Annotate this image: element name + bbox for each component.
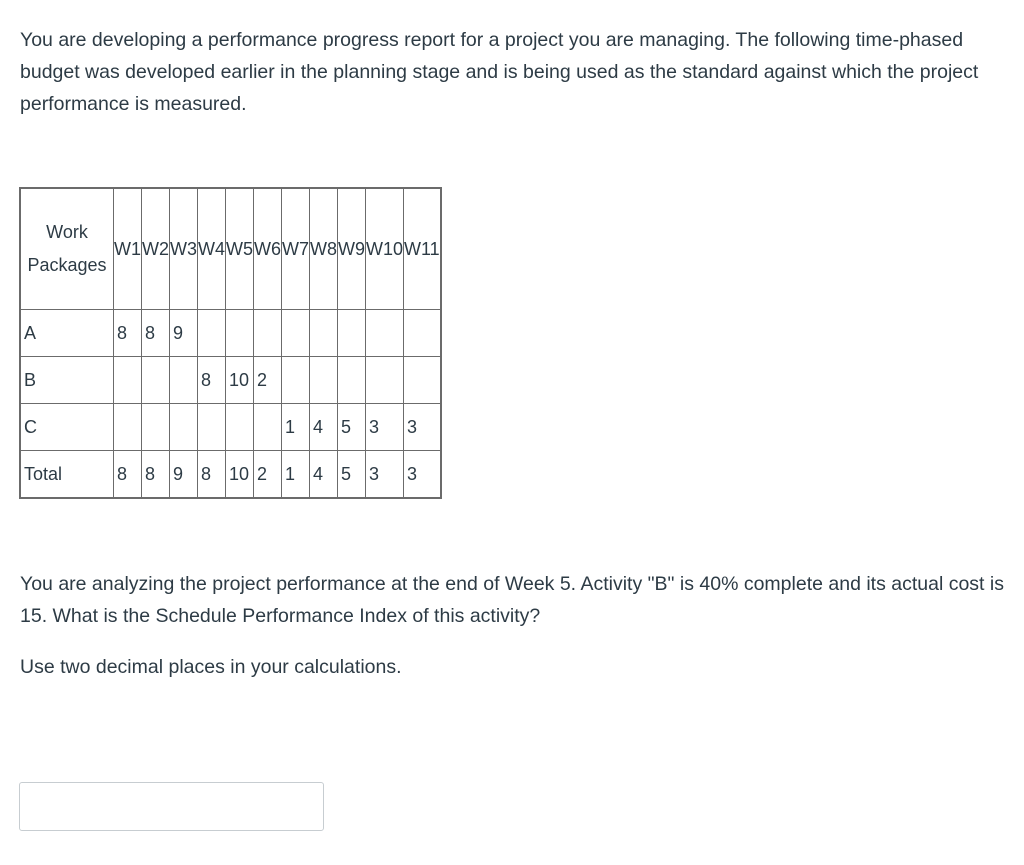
table-row-total — [20, 451, 441, 499]
table-cell — [404, 310, 441, 357]
table-cell — [282, 310, 310, 357]
table-cell — [226, 310, 254, 357]
table-cell: 4 — [310, 404, 338, 451]
table-cell — [282, 357, 310, 404]
table-row — [20, 310, 441, 357]
header-week: W9 — [338, 188, 366, 310]
table-row — [20, 357, 441, 404]
row-label: C — [20, 404, 114, 451]
table-cell — [338, 357, 366, 404]
table-cell: 3 — [404, 404, 441, 451]
answer-input[interactable] — [19, 782, 324, 831]
header-week: W4 — [198, 188, 226, 310]
table-cell: 8 — [142, 310, 170, 357]
table-cell — [366, 310, 404, 357]
table-cell — [366, 357, 404, 404]
intro-paragraph: You are developing a performance progress report for a project you are managing. The following time-phased budget was developed earlier in the planning stage and is being used as the standard against which the project performance is measured. — [20, 29, 979, 115]
table-cell: 3 — [366, 404, 404, 451]
table-cell: 2 — [254, 451, 282, 499]
table-cell: 10 — [226, 451, 254, 499]
table-cell — [254, 404, 282, 451]
table-cell: 5 — [338, 451, 366, 499]
table-cell — [170, 404, 198, 451]
header-week: W6 — [254, 188, 282, 310]
table-cell: 1 — [282, 451, 310, 499]
table-cell — [226, 404, 254, 451]
table-cell — [310, 310, 338, 357]
header-week: W11 — [404, 188, 441, 310]
header-week: W7 — [282, 188, 310, 310]
table-cell — [142, 357, 170, 404]
table-cell: 2 — [254, 357, 282, 404]
header-week: W2 — [142, 188, 170, 310]
table-cell: 8 — [198, 451, 226, 499]
table-cell: 10 — [226, 357, 254, 404]
instruction-paragraph: Use two decimal places in your calculations. — [20, 656, 402, 678]
row-label: Total — [20, 451, 114, 499]
table-cell: 8 — [114, 310, 142, 357]
row-label: B — [20, 357, 114, 404]
table-cell — [142, 404, 170, 451]
table-cell: 9 — [170, 451, 198, 499]
table-cell: 4 — [310, 451, 338, 499]
table-cell: 3 — [366, 451, 404, 499]
header-week: W5 — [226, 188, 254, 310]
table-cell: 3 — [404, 451, 441, 499]
header-work-packages: Work Packages — [20, 188, 114, 310]
table-cell — [198, 310, 226, 357]
row-label: A — [20, 310, 114, 357]
table-cell — [310, 357, 338, 404]
time-phased-budget-table — [19, 187, 442, 499]
question-paragraph: You are analyzing the project performance at the end of Week 5. Activity "B" is 40% complete and its actual cost is 15. What is the Schedule Performance Index of this activity? — [20, 573, 1004, 627]
table-header-row — [20, 188, 441, 310]
table-row — [20, 404, 441, 451]
table-cell — [114, 357, 142, 404]
table-cell: 1 — [282, 404, 310, 451]
table-cell — [114, 404, 142, 451]
table-cell: 8 — [114, 451, 142, 499]
header-week: W3 — [170, 188, 198, 310]
table-cell — [170, 357, 198, 404]
header-week: W8 — [310, 188, 338, 310]
table-cell — [338, 310, 366, 357]
table-cell — [198, 404, 226, 451]
table-cell: 8 — [198, 357, 226, 404]
table-cell: 9 — [170, 310, 198, 357]
table-cell — [404, 357, 441, 404]
header-week: W10 — [366, 188, 404, 310]
table-cell — [254, 310, 282, 357]
table-cell: 8 — [142, 451, 170, 499]
header-week: W1 — [114, 188, 142, 310]
table-cell: 5 — [338, 404, 366, 451]
